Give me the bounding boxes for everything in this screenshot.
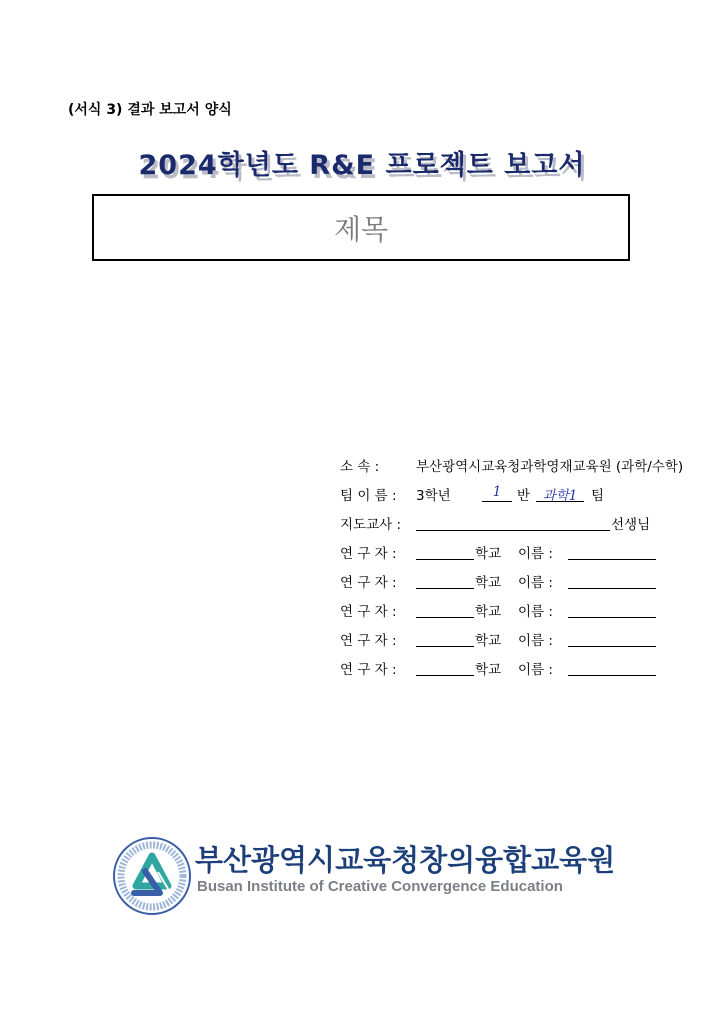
class-suffix: 반 (517, 488, 531, 504)
school-suffix: 학교 (475, 546, 502, 562)
advisor-suffix: 선생님 (611, 517, 651, 533)
researcher-label: 연 구 자 : (340, 633, 397, 649)
school-suffix: 학교 (475, 633, 502, 649)
institute-logo-icon (112, 836, 192, 916)
class-number-field[interactable]: 1 (482, 484, 512, 502)
team-label: 팀 이 름 : (340, 488, 397, 504)
team-name-field[interactable]: 과학1 (536, 484, 584, 502)
name-field[interactable] (568, 600, 656, 618)
school-field[interactable] (416, 571, 474, 589)
school-suffix: 학교 (475, 604, 502, 620)
institute-name-english: Busan Institute of Creative Convergence Education (197, 878, 563, 895)
researcher-label: 연 구 자 : (340, 546, 397, 562)
institute-name-korean: 부산광역시교육청창의융합교육원 (195, 843, 616, 877)
advisor-label: 지도교사 : (340, 517, 402, 533)
school-suffix: 학교 (475, 575, 502, 591)
affiliation-value: 부산광역시교육청과학영재교육원 (과학/수학) (416, 459, 684, 475)
name-label: 이름 : (518, 575, 553, 591)
report-title: 2024학년도 R&E 프로젝트 보고서 (138, 150, 586, 181)
team-suffix: 팀 (591, 488, 605, 504)
name-field[interactable] (568, 658, 656, 676)
name-label: 이름 : (518, 633, 553, 649)
name-field[interactable] (568, 571, 656, 589)
name-label: 이름 : (518, 662, 553, 678)
name-field[interactable] (568, 629, 656, 647)
researcher-label: 연 구 자 : (340, 662, 397, 678)
researcher-label: 연 구 자 : (340, 575, 397, 591)
school-field[interactable] (416, 600, 474, 618)
form-label: (서식 3) 결과 보고서 양식 (68, 102, 232, 118)
school-suffix: 학교 (475, 662, 502, 678)
researcher-label: 연 구 자 : (340, 604, 397, 620)
name-label: 이름 : (518, 604, 553, 620)
affiliation-label: 소 속 : (340, 459, 380, 475)
name-field[interactable] (568, 542, 656, 560)
school-field[interactable] (416, 542, 474, 560)
title-placeholder: 제목 (333, 212, 389, 246)
title-box[interactable] (92, 194, 630, 261)
school-field[interactable] (416, 658, 474, 676)
grade-text: 3학년 (416, 488, 451, 504)
school-field[interactable] (416, 629, 474, 647)
name-label: 이름 : (518, 546, 553, 562)
advisor-name-field[interactable] (416, 513, 610, 531)
